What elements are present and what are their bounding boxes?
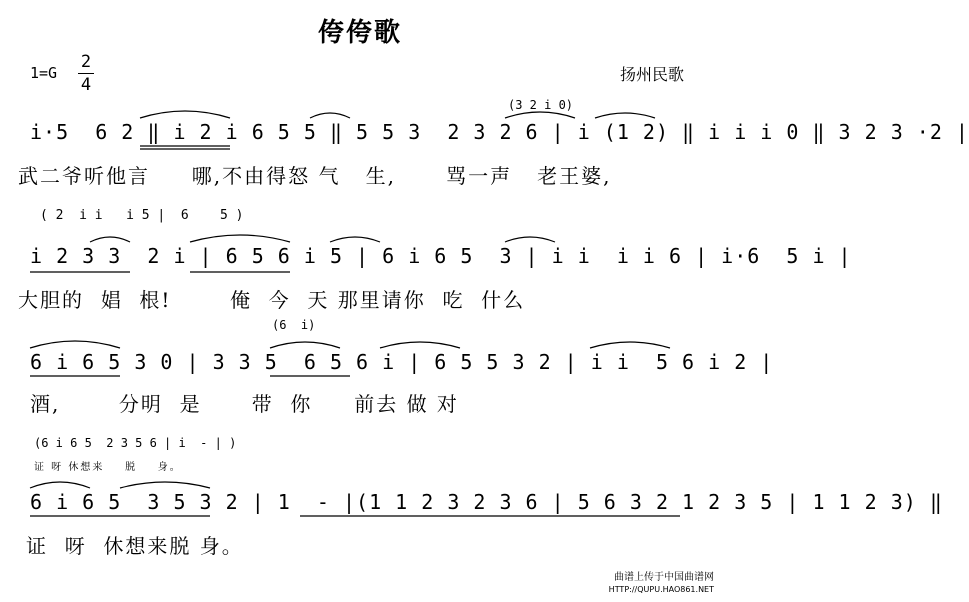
- notation-line-3: 6 i 6 5 3 0 | 3 3 5 6 5 6 i | 6 5 5 3 2 | i i 5 6 i 2 |: [30, 350, 774, 374]
- annotation-line-3: (6 i): [272, 318, 316, 332]
- notation-line-1: i·5 6 2 ‖ i 2 i 6 5 5 ‖ 5 5 3 2 3 2 6 | i (1 2) ‖ i i i 0 ‖ 3 2 3 ·2 |: [30, 120, 969, 144]
- watermark: [609, 572, 714, 596]
- annotation-line-2: ( 2 i i i 5 | 6 5 ): [40, 208, 244, 223]
- lyrics-line-1: 武二爷听他言 哪,不由得怒 气 生, 骂一声 老王婆,: [18, 164, 612, 188]
- watermark-line-2: HTTP://QUPU.HAO861.NET: [608, 585, 714, 594]
- annotation-lyrics-line-4: 证 呀 休想来 脱 身。: [34, 462, 182, 473]
- annotation-line-4: (6 i 6 5 2 3 5 6 | i - | ): [34, 436, 237, 450]
- time-signature-bottom: 4: [80, 75, 92, 95]
- notation-line-4: 6 i 6 5 3 5 3 2 | 1 - |(1 1 2 3 2 3 6 | 5 6 3 2 1 2 3 5 | 1 1 2 3) ‖: [30, 490, 943, 514]
- annotation-line-1: (3 2 i 0): [508, 98, 574, 112]
- lyrics-line-4: 证 呀 休想来脱 身。: [26, 534, 244, 558]
- watermark-line-1: 曲谱上传于中国曲谱网: [614, 572, 714, 583]
- lyrics-line-3: 酒, 分明 是 带 你 前去 做 对: [30, 392, 459, 416]
- time-signature-top: 2: [80, 52, 92, 72]
- song-title: 侉侉歌: [317, 18, 402, 48]
- song-origin: 扬州民歌: [619, 65, 684, 84]
- lyrics-line-2: 大胆的 娼 根! 俺 今 天 那里请你 吃 什么: [18, 288, 526, 312]
- key-signature: 1=G: [30, 64, 58, 82]
- notation-line-2: i 2 3 3 2 i | 6 5 6 i 5 | 6 i 6 5 3 | i i i i 6 | i·6 5 i |: [30, 244, 852, 268]
